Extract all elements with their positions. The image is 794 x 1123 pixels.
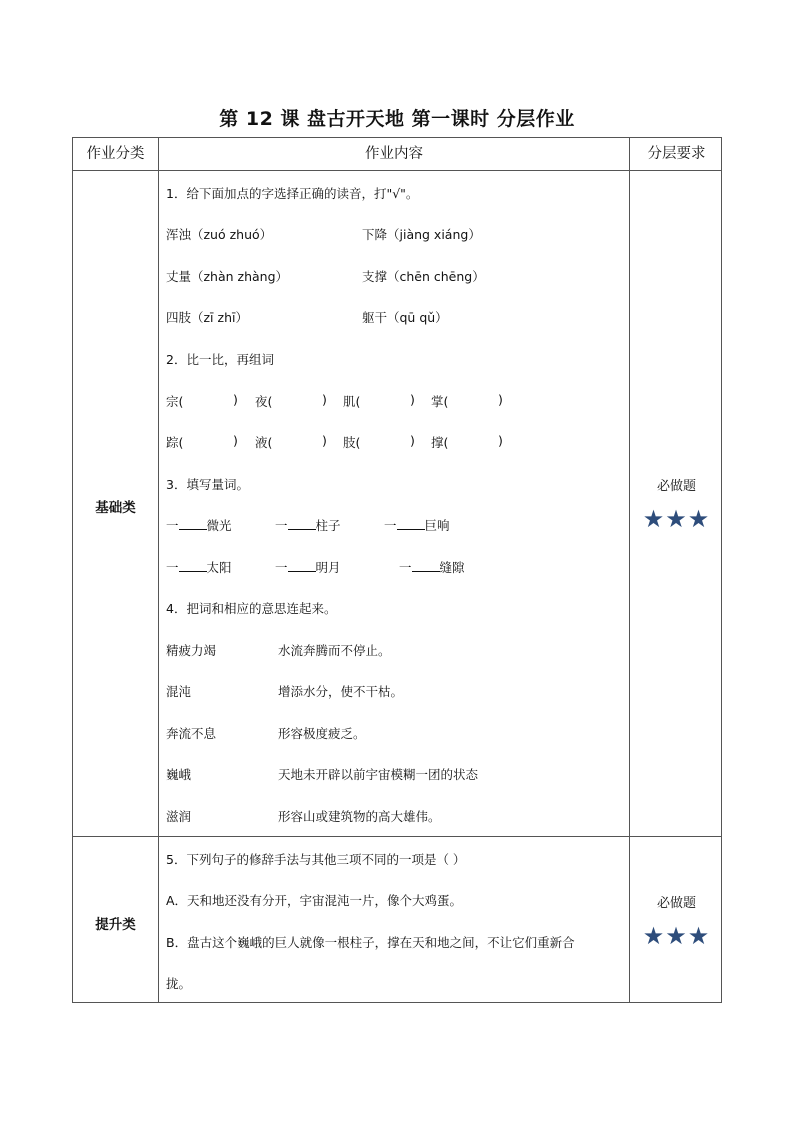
star-rating-advanced: ★★★	[642, 922, 711, 950]
char-blank-close: )	[498, 392, 503, 407]
row-divider	[73, 170, 721, 171]
char-blank: 宗(	[166, 394, 184, 409]
prefix: 一	[399, 560, 412, 575]
question-5-stem: 5．下列句子的修辞手法与其他三项不同的一项是（ ）	[166, 852, 466, 867]
fill-blank-line	[288, 519, 316, 530]
char-blank: 夜(	[255, 394, 273, 409]
match-word: 奔流不息	[166, 726, 217, 741]
noun: 明月	[315, 560, 341, 575]
noun: 柱子	[315, 518, 341, 533]
prefix: 一	[166, 560, 179, 575]
pinyin-option: 躯干（qū qǔ）	[362, 310, 448, 325]
match-meaning: 增添水分，使不干枯。	[278, 684, 404, 699]
char-blank-close: )	[233, 392, 238, 407]
header-requirement: 分层要求	[647, 146, 706, 162]
prefix: 一	[384, 518, 397, 533]
char-blank-close: )	[322, 433, 327, 448]
fill-blank-line	[288, 561, 316, 572]
match-word: 精疲力竭	[166, 643, 217, 658]
pinyin-option: 四肢（zī zhī）	[166, 310, 248, 325]
measure-word-item	[275, 558, 341, 576]
measure-word-item	[275, 516, 341, 534]
prefix: 一	[275, 518, 288, 533]
noun: 微光	[206, 518, 232, 533]
char-blank-close: )	[410, 433, 415, 448]
homework-table	[72, 137, 722, 1003]
match-meaning: 形容极度疲乏。	[278, 726, 366, 741]
char-blank-close: )	[498, 433, 503, 448]
match-word: 混沌	[166, 684, 192, 699]
char-blank: 撑(	[431, 435, 449, 450]
column-divider	[629, 138, 630, 1002]
requirement-advanced: 必做题	[656, 896, 696, 911]
char-blank-close: )	[233, 433, 238, 448]
column-divider	[158, 138, 159, 1002]
char-blank: 肌(	[343, 394, 361, 409]
noun: 缝隙	[439, 560, 465, 575]
fill-blank-line	[179, 519, 207, 530]
char-blank: 液(	[255, 435, 273, 450]
match-meaning: 水流奔腾而不停止。	[278, 643, 391, 658]
measure-word-item	[384, 516, 450, 534]
match-word: 滋润	[166, 809, 192, 824]
question-5-option-a: A．天和地还没有分开，宇宙混沌一片，像个大鸡蛋。	[166, 893, 463, 908]
measure-word-item	[166, 558, 232, 576]
char-blank-close: )	[410, 392, 415, 407]
category-advanced: 提升类	[95, 917, 136, 933]
char-blank-close: )	[322, 392, 327, 407]
question-3-stem: 3．填写量词。	[166, 477, 249, 492]
prefix: 一	[275, 560, 288, 575]
match-meaning: 天地未开辟以前宇宙模糊一团的状态	[278, 767, 479, 782]
question-2-stem: 2．比一比，再组词	[166, 352, 274, 367]
question-5-option-b: B．盘古这个巍峨的巨人就像一根柱子，撑在天和地之间，不让它们重新合	[166, 935, 575, 950]
header-category: 作业分类	[86, 146, 145, 162]
noun: 太阳	[206, 560, 232, 575]
fill-blank-line	[179, 561, 207, 572]
char-blank: 踪(	[166, 435, 184, 450]
char-blank: 掌(	[431, 394, 449, 409]
page-title: 第 12 课 盘古开天地 第一课时 分层作业	[219, 108, 575, 130]
header-content: 作业内容	[365, 146, 423, 162]
star-rating-basic: ★★★	[642, 505, 711, 533]
char-blank: 肢(	[343, 435, 361, 450]
match-word: 巍峨	[166, 767, 192, 782]
match-meaning: 形容山或建筑物的高大雄伟。	[278, 809, 441, 824]
question-5-option-b-continued: 拢。	[166, 976, 192, 991]
row-divider	[73, 836, 721, 837]
pinyin-option: 下降（jiàng xiáng）	[362, 227, 481, 242]
prefix: 一	[166, 518, 179, 533]
pinyin-option: 丈量（zhàn zhàng）	[166, 269, 289, 284]
question-4-stem: 4．把词和相应的意思连起来。	[166, 601, 337, 616]
pinyin-option: 支撑（chēn chēng）	[362, 269, 485, 284]
measure-word-item	[166, 516, 232, 534]
requirement-basic: 必做题	[656, 479, 696, 494]
question-1-stem: 1．给下面加点的字选择正确的读音，打"√"。	[166, 186, 419, 201]
measure-word-item	[399, 558, 465, 576]
fill-blank-line	[397, 519, 425, 530]
noun: 巨响	[424, 518, 450, 533]
fill-blank-line	[412, 561, 440, 572]
category-basic: 基础类	[95, 500, 136, 516]
pinyin-option: 浑浊（zuó zhuó）	[166, 227, 273, 242]
